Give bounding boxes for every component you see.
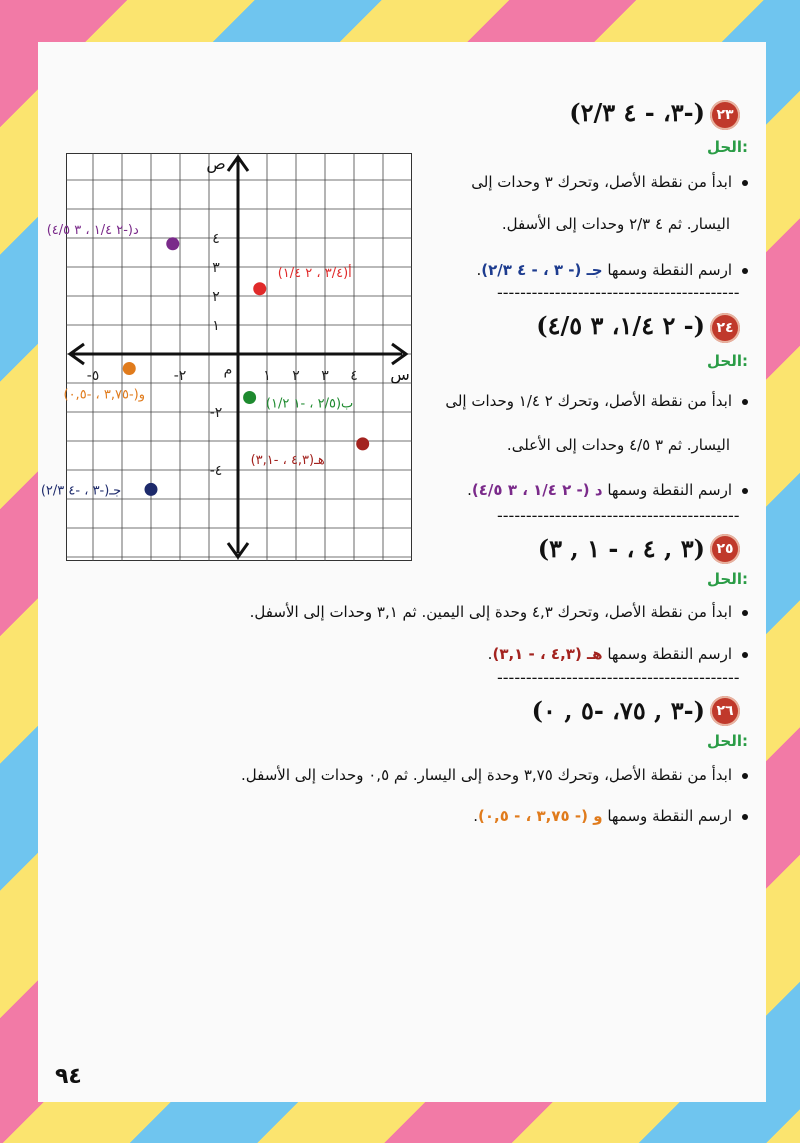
- exercise-23-badge: ٢٣: [710, 100, 740, 130]
- exercise-23-solution-label: الحل:: [707, 138, 748, 156]
- exercise-25-badge: ٢٥: [710, 534, 740, 564]
- point-d-label: د (- ٢ ١/٤ ، ٣ ٤/٥): [471, 481, 603, 499]
- point-a-dot: [253, 282, 266, 295]
- point-d-dot: [166, 237, 179, 250]
- exercise-23-step1-cont: اليسار. ثم ٤ ٢/٣ وحدات إلى الأسفل.: [501, 215, 730, 233]
- point-b-dot: [243, 391, 256, 404]
- exercise-24-step1-cont: اليسار. ثم ٣ ٤/٥ وحدات إلى الأعلى.: [506, 436, 730, 454]
- point-e-dot: [356, 437, 369, 450]
- point-c-label: جـ (- ٣ ، - ٤ ٢/٣): [481, 261, 603, 279]
- page-number: ٩٤: [55, 1064, 82, 1089]
- exercise-25-step1: ابدأ من نقطة الأصل، وتحرك ٤,٣ وحدة إلى اليمين. ثم ٣,١ وحدات إلى الأسفل.: [250, 603, 748, 621]
- exercise-23-step2: ارسم النقطة وسمها جـ (- ٣ ، - ٤ ٢/٣).: [477, 261, 749, 279]
- x-tick-label: -٢: [173, 368, 187, 384]
- x-axis-label: س: [390, 365, 410, 384]
- exercise-26-step2: ارسم النقطة وسمها و (- ٣,٧٥ ، - ٠,٥).: [473, 807, 748, 825]
- point-e-label: هـ (٤,٣ ، - ٣,١): [492, 645, 603, 663]
- exercise-23-header: (-٣، - ٤ ٢/٣): [569, 98, 705, 127]
- point-f-label: و (- ٣,٧٥ ، - ٠,٥): [478, 807, 603, 825]
- y-tick-label: ٤: [212, 231, 220, 247]
- y-tick-label: -٢: [209, 405, 223, 421]
- x-tick-label: ٣: [321, 368, 329, 384]
- y-tick-label: ٢: [212, 289, 220, 305]
- exercise-24-step1: ابدأ من نقطة الأصل، وتحرك ٢ ١/٤ وحدات إلى: [445, 392, 748, 410]
- point-f-graph-label: و(-٣,٧٥ ، -٠,٥): [63, 387, 145, 403]
- exercise-25-step2: ارسم النقطة وسمها هـ (٤,٣ ، - ٣,١).: [488, 645, 748, 663]
- point-c-dot: [145, 483, 158, 496]
- y-axis-label: ص: [206, 154, 226, 173]
- origin-label: م: [223, 362, 233, 378]
- exercise-24-step2: ارسم النقطة وسمها د (- ٢ ١/٤ ، ٣ ٤/٥).: [467, 481, 748, 499]
- y-tick-label: ٣: [212, 260, 220, 276]
- exercise-24-badge: ٢٤: [710, 313, 740, 343]
- point-d-graph-label: د(-٢ ١/٤ ، ٣ ٤/٥): [46, 222, 139, 238]
- exercise-25-header: (٣ , ٤ ، - ١ , ٣): [537, 534, 705, 563]
- coordinate-graph: [40, 153, 412, 561]
- point-b-graph-label: ب(٢/٥ ، -١ ١/٢): [265, 396, 354, 412]
- point-c-graph-label: جـ(-٣ ، -٤ ٢/٣): [40, 483, 122, 499]
- separator: ------------------------------------------: [497, 506, 740, 525]
- separator: ------------------------------------------: [497, 668, 740, 687]
- x-tick-label: -٥: [86, 368, 100, 384]
- x-tick-label: ٤: [350, 368, 358, 384]
- exercise-24-solution-label: الحل:: [707, 352, 748, 370]
- separator: ------------------------------------------: [497, 283, 740, 302]
- point-f-dot: [123, 362, 136, 375]
- y-tick-label: ١: [212, 318, 220, 334]
- exercise-26-solution-label: الحل:: [707, 732, 748, 750]
- x-tick-label: ١: [263, 368, 271, 384]
- point-a-graph-label: أ(٣/٤ ، ٢ ١/٤): [277, 265, 352, 281]
- exercise-26-step1: ابدأ من نقطة الأصل، وتحرك ٣,٧٥ وحدة إلى اليسار. ثم ٠,٥ وحدات إلى الأسفل.: [241, 766, 748, 784]
- exercise-23-step1: ابدأ من نقطة الأصل، وتحرك ٣ وحدات إلى: [471, 173, 748, 191]
- exercise-26-badge: ٢٦: [710, 696, 740, 726]
- exercise-26-header: (-٣ , ٧٥، -٥ , ٠): [531, 696, 705, 725]
- x-tick-label: ٢: [292, 368, 300, 384]
- exercise-24-header: (- ٢ ١/٤، ٣ ٤/٥): [536, 311, 705, 340]
- y-tick-label: -٤: [209, 463, 223, 479]
- exercise-25-solution-label: الحل:: [707, 570, 748, 588]
- point-e-graph-label: هـ(٤,٣ ، -٣,١): [250, 452, 325, 468]
